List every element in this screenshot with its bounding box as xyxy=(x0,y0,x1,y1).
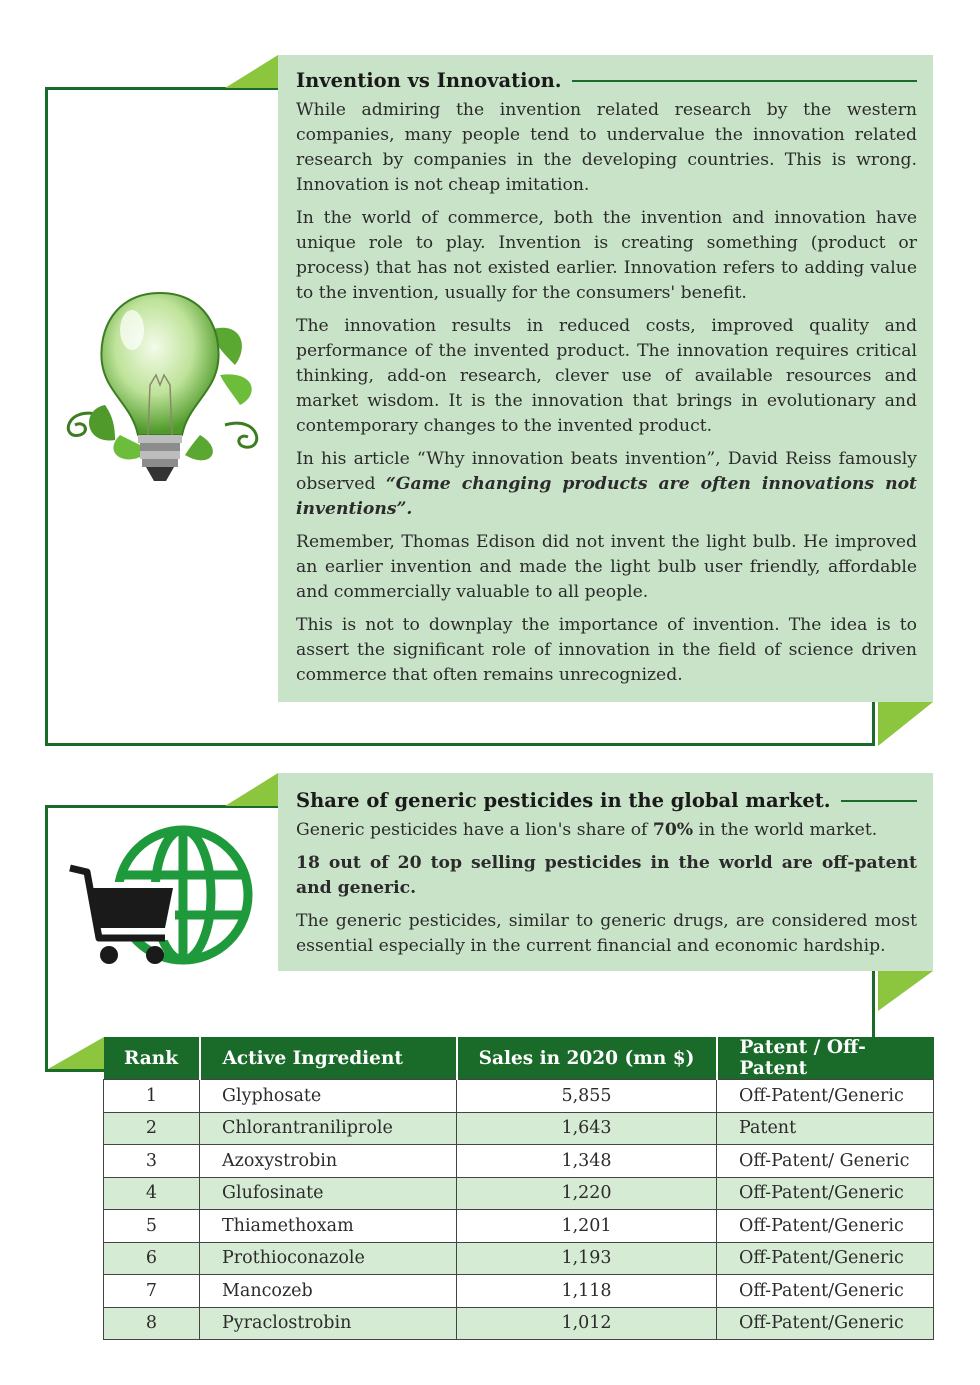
table-row xyxy=(104,1112,934,1145)
ingredient-cell: Thiamethoxam xyxy=(200,1210,457,1243)
ingredient-cell: Mancozeb xyxy=(200,1275,457,1308)
patent-cell: Off-Patent/Generic xyxy=(717,1307,934,1340)
patent-cell: Off-Patent/Generic xyxy=(717,1080,934,1113)
section-heading: Share of generic pesticides in the global market. xyxy=(296,789,917,812)
column-header: Sales in 2020 (mn $) xyxy=(457,1037,717,1080)
rank-cell: 6 xyxy=(104,1242,200,1275)
patent-cell: Off-Patent/Generic xyxy=(717,1275,934,1308)
sales-cell: 1,348 xyxy=(457,1145,717,1178)
sales-cell: 1,643 xyxy=(457,1112,717,1145)
column-header: Rank xyxy=(104,1037,200,1080)
sales-cell: 1,118 xyxy=(457,1275,717,1308)
paragraph: In his article “Why innovation beats invention”, David Reiss famously observed “Game changing products are often innovations not inventions”. xyxy=(296,449,917,519)
corner-accent xyxy=(225,55,278,88)
paragraph: The generic pesticides, similar to generic drugs, are considered most essential especially in the current financial and economic hardship. xyxy=(296,911,917,956)
patent-cell: Off-Patent/Generic xyxy=(717,1177,934,1210)
table-row xyxy=(104,1242,934,1275)
ingredient-cell: Glufosinate xyxy=(200,1177,457,1210)
table-row xyxy=(104,1145,934,1178)
sales-cell: 1,012 xyxy=(457,1307,717,1340)
paragraph: Generic pesticides have a lion's share of 70% in the world market. xyxy=(296,820,878,840)
ingredient-cell: Glyphosate xyxy=(200,1080,457,1113)
ingredient-cell: Pyraclostrobin xyxy=(200,1307,457,1340)
table-row xyxy=(104,1080,934,1113)
heading-rule xyxy=(572,80,917,82)
rank-cell: 3 xyxy=(104,1145,200,1178)
shopping-cart-globe-icon xyxy=(65,820,255,975)
rank-cell: 5 xyxy=(104,1210,200,1243)
rank-cell: 8 xyxy=(104,1307,200,1340)
corner-accent xyxy=(225,773,278,806)
patent-cell: Off-Patent/Generic xyxy=(717,1242,934,1275)
patent-cell: Off-Patent/ Generic xyxy=(717,1145,934,1178)
ingredient-cell: Chlorantraniliprole xyxy=(200,1112,457,1145)
column-header: Patent / Off-Patent xyxy=(717,1037,934,1080)
paragraph: Remember, Thomas Edison did not invent the light bulb. He improved an earlier invention and made the light bulb user friendly, affordable and commercially valuable to all people. xyxy=(296,532,917,602)
rank-cell: 2 xyxy=(104,1112,200,1145)
corner-accent xyxy=(878,971,933,1011)
table-header-row xyxy=(104,1037,934,1080)
table-row xyxy=(104,1210,934,1243)
table-row xyxy=(104,1275,934,1308)
table-row xyxy=(104,1177,934,1210)
invention-text-panel xyxy=(278,55,933,702)
paragraph: 18 out of 20 top selling pesticides in the world are off-patent and generic. xyxy=(296,853,917,898)
paragraph: The innovation results in reduced costs, improved quality and performance of the invented product. The innovation requires critical thinking, add-on research, clever use of available resources and market wisdom. It is the innovation that brings in evolutionary and contemporary changes to the invented product. xyxy=(296,316,917,436)
paragraph: In the world of commerce, both the invention and innovation have unique role to play. Invention is creating something (product or process) that has not existed earlier. Innovation refers to adding value to the invention, usually for the consumers' benefit. xyxy=(296,208,917,303)
section-heading: Invention vs Innovation. xyxy=(296,69,917,92)
pesticide-sales-table xyxy=(103,1037,934,1340)
table-row xyxy=(104,1307,934,1340)
pesticide-text-panel xyxy=(278,773,933,971)
patent-cell: Patent xyxy=(717,1112,934,1145)
sales-cell: 1,220 xyxy=(457,1177,717,1210)
rank-cell: 4 xyxy=(104,1177,200,1210)
heading-rule xyxy=(841,800,917,802)
rank-cell: 7 xyxy=(104,1275,200,1308)
sales-cell: 1,193 xyxy=(457,1242,717,1275)
ingredient-cell: Azoxystrobin xyxy=(200,1145,457,1178)
sales-cell: 5,855 xyxy=(457,1080,717,1113)
sales-cell: 1,201 xyxy=(457,1210,717,1243)
green-lightbulb-icon xyxy=(60,285,265,500)
rank-cell: 1 xyxy=(104,1080,200,1113)
paragraph: While admiring the invention related research by the western companies, many people tend to undervalue the innovation related research by companies in the developing countries. This is wrong. Innovation is not cheap imitation. xyxy=(296,100,917,195)
share-value: 70% xyxy=(652,820,694,840)
patent-cell: Off-Patent/Generic xyxy=(717,1210,934,1243)
paragraph: This is not to downplay the importance of invention. The idea is to assert the significant role of innovation in the field of science driven commerce that often remains unrecognized. xyxy=(296,615,917,685)
ingredient-cell: Prothioconazole xyxy=(200,1242,457,1275)
corner-accent xyxy=(48,1037,104,1069)
corner-accent xyxy=(878,702,933,746)
column-header: Active Ingredient xyxy=(200,1037,457,1080)
quote: “Game changing products are often innovations not inventions”. xyxy=(296,474,917,519)
